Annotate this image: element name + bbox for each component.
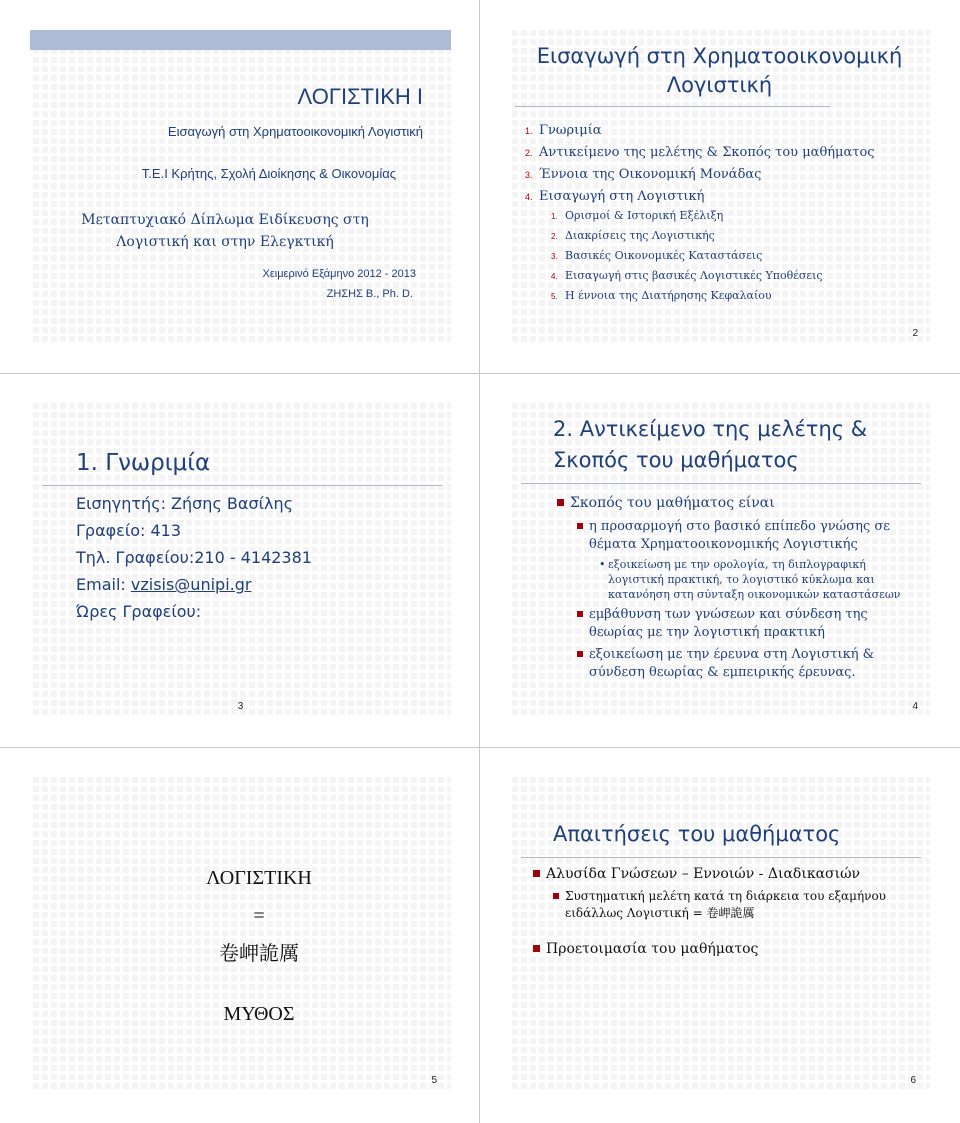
slide-1-header-band bbox=[30, 30, 451, 50]
slide-3-office: Γραφείο: 413 bbox=[76, 521, 182, 540]
slide-6-page-number: 6 bbox=[910, 1075, 916, 1086]
slide-5-line2: = bbox=[253, 905, 265, 927]
slide-2-item: 1. Γνωριμία bbox=[525, 123, 602, 138]
slide-6-bullet-1: Αλυσίδα Γνώσεων – Εννοιών - Διαδικασιών bbox=[533, 866, 860, 882]
bullet-square-icon bbox=[557, 499, 564, 506]
slide-6-bullet-2: Προετοιμασία του μαθήματος bbox=[533, 941, 758, 957]
slide-2-title-line1: Εισαγωγή στη Χρηματοοικονομική bbox=[536, 44, 903, 68]
slide-1 bbox=[30, 30, 451, 345]
slide-6-title: Απαιτήσεις του μαθήματος bbox=[553, 822, 841, 846]
slide-3-hours: Ώρες Γραφείου: bbox=[76, 602, 202, 621]
grid-divider-horizontal-2 bbox=[0, 747, 960, 748]
slide-1-author: ΖΗΣΗΣ Β., Ph. D. bbox=[326, 288, 413, 300]
slide-4 bbox=[509, 403, 930, 718]
slide-1-semester: Χειμερινό Εξάμηνο 2012 - 2013 bbox=[262, 268, 416, 280]
slide-2-subitem: 5. Η έννοια της Διατήρησης Κεφαλαίου bbox=[551, 289, 772, 302]
slide-3-lecturer: Εισηγητής: Ζήσης Βασίλης bbox=[76, 494, 293, 513]
bullet-square-icon bbox=[533, 870, 540, 877]
slide-6-title-underline bbox=[521, 857, 921, 858]
bullet-square-icon bbox=[577, 611, 583, 617]
slide-2-subitem: 2. Διακρίσεις της Λογιστικής bbox=[551, 229, 715, 242]
slide-4-title-line2: Σκοπός του μαθήματος bbox=[553, 448, 799, 472]
slide-4-bullet-1-1: η προσαρμογή στο βασικό επίπεδο γνώσης σε θέματα Χρηματοοικονομικής Λογιστικής bbox=[577, 518, 890, 554]
grid-divider-horizontal-1 bbox=[0, 373, 960, 374]
slide-4-title-underline bbox=[521, 483, 921, 484]
slide-2-item: 2. Αντικείμενο της μελέτης & Σκοπός του μαθήματος bbox=[525, 145, 875, 160]
slide-2-item: 3. Έννοια της Οικονομική Μονάδας bbox=[525, 167, 762, 182]
slide-5 bbox=[30, 777, 451, 1092]
bullet-square-icon bbox=[553, 893, 559, 899]
slide-4-bullet-1: Σκοπός του μαθήματος είναι bbox=[557, 495, 775, 511]
bullet-dot-icon: • bbox=[599, 558, 606, 571]
slide-1-program-line2: Λογιστική και στην Ελεγκτική bbox=[116, 234, 334, 250]
slide-4-page-number: 4 bbox=[912, 701, 918, 712]
slide-2-title-line2: Λογιστική bbox=[666, 73, 773, 97]
slide-3-page-number: 3 bbox=[237, 701, 244, 712]
slide-3-title: 1. Γνωριμία bbox=[76, 450, 211, 476]
slide-6-bullet-1-1: Συστηματική μελέτη κατά τη διάρκεια του εξαμήνου ειδάλλως Λογιστική = 卷岬詭厲 bbox=[553, 888, 886, 922]
slide-4-bullet-1-3: εξοικείωση με την έρευνα στη Λογιστική & σύνδεση θεωρίας & εμπειρικής έρευνας. bbox=[577, 646, 874, 682]
slide-2-title-underline bbox=[515, 106, 830, 107]
slide-3-title-underline bbox=[42, 485, 442, 486]
slide-6 bbox=[509, 777, 930, 1092]
bullet-square-icon bbox=[577, 651, 583, 657]
slide-4-title-line1: 2. Αντικείμενο της μελέτης & bbox=[553, 417, 868, 441]
slide-3-email-link[interactable]: vzisis@unipi.gr bbox=[130, 575, 252, 594]
slide-2-page-number: 2 bbox=[912, 328, 918, 339]
slide-3-email-label: Email: bbox=[76, 575, 131, 594]
slide-1-subtitle: Εισαγωγή στη Χρηματοοικονομική Λογιστική bbox=[167, 124, 423, 139]
slide-5-line1: ΛΟΓΙΣΤΙΚΗ bbox=[206, 867, 312, 889]
slide-4-bullet-1-1-1: • εξοικείωση με την ορολογία, τη διπλογραφική λογιστική πρακτική, το λογιστικό κύκλωμα και κατανόηση στη σύνταξη οικονομικών καταστάσεων bbox=[599, 558, 901, 601]
slide-3 bbox=[30, 403, 451, 718]
slide-2 bbox=[509, 30, 930, 345]
bullet-square-icon bbox=[577, 523, 583, 529]
slide-3-phone: Τηλ. Γραφείου:210 - 4142381 bbox=[76, 548, 312, 567]
slide-1-institution: Τ.Ε.Ι Κρήτης, Σχολή Διοίκησης & Οικονομίας bbox=[141, 166, 396, 181]
slide-2-suboutline bbox=[551, 206, 823, 306]
bullet-square-icon bbox=[533, 945, 540, 952]
slide-2-subitem: 1. Ορισμοί & Ιστορική Εξέλιξη bbox=[551, 209, 724, 222]
slide-5-page-number: 5 bbox=[431, 1075, 437, 1086]
slide-1-title: ΛΟΓΙΣΤΙΚΗ Ι bbox=[297, 84, 423, 109]
slide-3-email-row bbox=[76, 575, 251, 594]
slide-2-outline bbox=[525, 120, 875, 208]
slide-2-item: 4. Εισαγωγή στη Λογιστική bbox=[525, 189, 705, 204]
slide-2-subitem: 4. Εισαγωγή στις βασικές Λογιστικές Υποθέσεις bbox=[551, 269, 823, 282]
slide-1-program-line1: Μεταπτυχιακό Δίπλωμα Ειδίκευσης στη bbox=[81, 212, 369, 228]
slide-5-line3: 卷岬詭厲 bbox=[219, 941, 299, 965]
slide-4-bullet-1-2: εμβάθυνση των γνώσεων και σύνδεση της θεωρίας με την λογιστική πρακτική bbox=[577, 606, 868, 642]
slide-5-line4: ΜΥΘΟΣ bbox=[223, 1003, 295, 1025]
slide-2-subitem: 3. Βασικές Οικονομικές Καταστάσεις bbox=[551, 249, 763, 262]
